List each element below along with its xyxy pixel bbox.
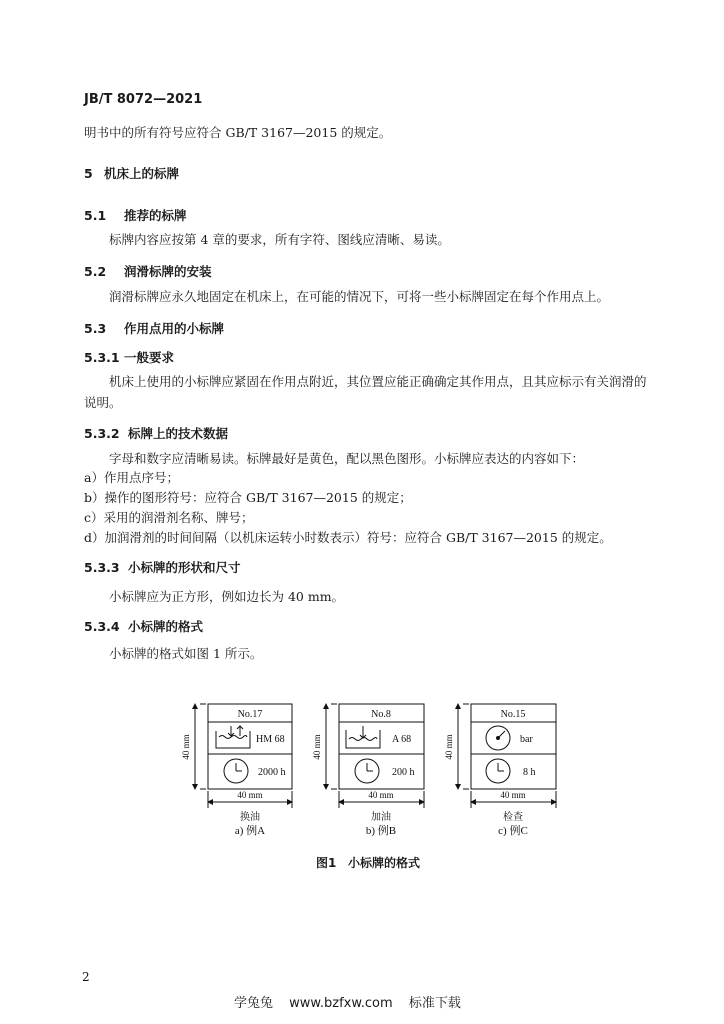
height-dimension: 40 mm <box>312 734 322 760</box>
section-title: 一般要求 <box>124 350 175 365</box>
figure-title: 小标牌的格式 <box>348 856 421 870</box>
section-5-3-2-intro: 字母和数字应清晰易读。标牌最好是黄色，配以黑色图形。小标牌应表达的内容如下： <box>109 451 585 466</box>
section-number: 5.3.3 <box>84 560 120 575</box>
pressure-gauge-icon <box>486 726 510 750</box>
section-5-3-4-text: 小标牌的格式如图 1 所示。 <box>109 646 263 661</box>
standard-number: JB/T 8072—2021 <box>84 92 203 107</box>
example-label: b) 例B <box>365 825 397 837</box>
plate-number: No.8 <box>371 709 391 720</box>
section-title: 小标牌的格式 <box>128 619 204 634</box>
section-5-3-1-text: 机床上使用的小标牌应紧固在作用点附近，其位置应能正确确定其作用点，且其应标示有关润滑的 <box>109 374 647 389</box>
section-5-3-3-text: 小标牌应为正方形，例如边长为 40 mm。 <box>109 589 345 604</box>
height-dimension: 40 mm <box>444 734 454 760</box>
figure-caption <box>316 854 420 871</box>
height-dimension: 40 mm <box>181 734 191 760</box>
oil-change-icon <box>216 726 250 748</box>
width-dimension: 40 mm <box>237 790 263 800</box>
section-5-1-text: 标牌内容应按第 4 章的要求，所有字符、图线应清晰、易读。 <box>109 232 450 247</box>
lubrication-interval: 2000 h <box>258 767 286 778</box>
action-label: 检查 <box>503 812 523 823</box>
oil-fill-icon <box>346 726 380 748</box>
lubricant-grade: HM 68 <box>256 734 285 745</box>
example-label: c) 例C <box>498 825 528 837</box>
clock-icon <box>355 759 379 783</box>
page-number: 2 <box>82 970 90 984</box>
lubrication-interval: 200 h <box>392 767 415 778</box>
section-number: 5 <box>84 166 93 181</box>
section-title: 标牌上的技术数据 <box>128 426 229 441</box>
clock-icon <box>224 759 248 783</box>
continuation-line: 明书中的所有符号应符合 GB/T 3167—2015 的规定。 <box>84 125 392 140</box>
section-number: 5.1 <box>84 208 107 223</box>
section-title: 润滑标牌的安装 <box>124 264 212 279</box>
section-5-3-1-text-cont: 说明。 <box>84 395 122 410</box>
footer-watermark <box>234 992 473 1011</box>
section-title: 作用点用的小标牌 <box>124 321 225 336</box>
plate-number: No.15 <box>500 709 526 720</box>
section-title: 机床上的标牌 <box>104 166 180 181</box>
plate-number: No.17 <box>237 709 263 720</box>
list-item: b）操作的图形符号：应符合 GB/T 3167—2015 的规定； <box>84 490 412 505</box>
figure-number: 图1 <box>316 856 337 870</box>
list-item: d）加润滑剂的时间间隔（以机床运转小时数表示）符号：应符合 GB/T 3167—2015 的规定。 <box>84 530 612 545</box>
example-label: a) 例A <box>234 825 266 837</box>
section-number: 5.2 <box>84 264 107 279</box>
list-item: a）作用点序号； <box>84 470 179 485</box>
section-number: 5.3.4 <box>84 619 120 634</box>
footer-url[interactable]: www.bzfxw.com <box>289 996 393 1011</box>
lubricant-grade: A 68 <box>392 734 412 745</box>
section-title: 小标牌的形状和尺寸 <box>128 560 241 575</box>
section-title: 推荐的标牌 <box>124 208 187 223</box>
section-5-2-text: 润滑标牌应永久地固定在机床上，在可能的情况下，可将一些小标牌固定在每个作用点上。 <box>109 289 610 304</box>
action-label: 加油 <box>371 812 391 823</box>
footer-site: 学兔兔 <box>234 996 274 1011</box>
width-dimension: 40 mm <box>368 790 394 800</box>
list-item: c）采用的润滑剂名称、牌号； <box>84 510 254 525</box>
footer-slogan: 标准下载 <box>408 996 461 1011</box>
action-label: 换油 <box>240 812 260 823</box>
lubrication-interval: 8 h <box>523 767 536 778</box>
section-number: 5.3 <box>84 321 107 336</box>
pressure-unit: bar <box>520 734 533 745</box>
clock-icon <box>486 759 510 783</box>
width-dimension: 40 mm <box>500 790 526 800</box>
section-number: 5.3.1 <box>84 350 120 365</box>
section-number: 5.3.2 <box>84 426 120 441</box>
